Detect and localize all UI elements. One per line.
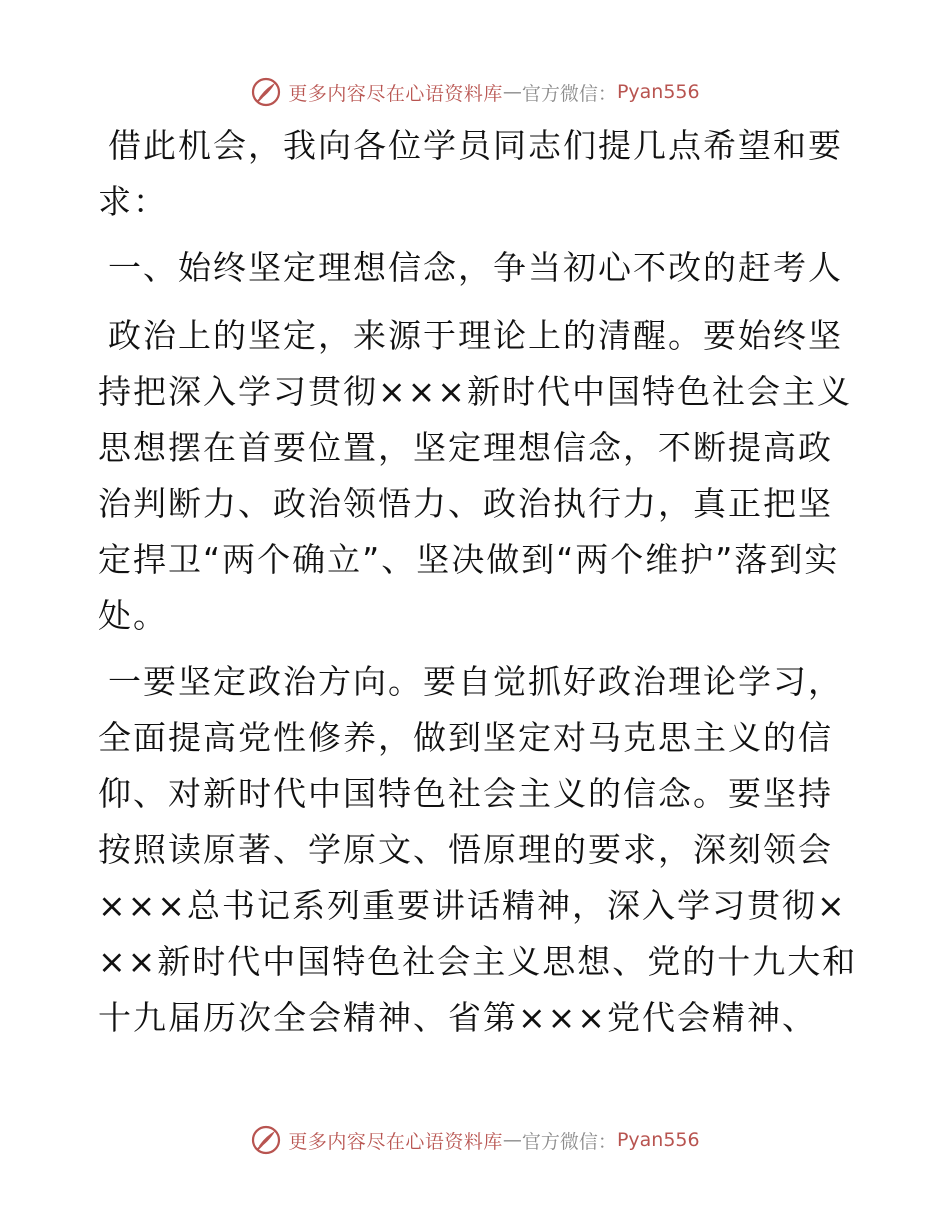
watermark-wechat-id: Pyan556 xyxy=(616,81,700,103)
watermark-dash: — xyxy=(502,1129,522,1151)
watermark-site-text: 更多内容尽在心语资料库 xyxy=(288,1130,503,1153)
quill-logo-icon xyxy=(250,76,282,108)
quill-logo-icon xyxy=(250,1124,282,1156)
watermark-dash: — xyxy=(502,81,522,103)
section-heading-1: 一、始终坚定理想信念，争当初心不改的赶考人 xyxy=(108,248,843,287)
paragraph-1: 政治上的坚定，来源于理论上的清醒。要始终坚持把深入学习贯彻×××新时代中国特色社会主义思想摆在首要位置，坚定理想信念，不断提高政治判断力、政治领悟力、政治执行力，真正把坚定捍卫“两个确立”、坚决做到“两个维护”落到实处。 xyxy=(98,316,852,635)
watermark-wechat-label: 官方微信： xyxy=(521,1130,617,1153)
document-body xyxy=(98,118,858,1056)
intro-paragraph: 借此机会，我向各位学员同志们提几点希望和要求： xyxy=(98,126,843,221)
watermark-wechat-label: 官方微信： xyxy=(521,82,617,105)
paragraph-2: 一要坚定政治方向。要自觉抓好政治理论学习，全面提高党性修养，做到坚定对马克思主义的信仰、对新时代中国特色社会主义的信念。要坚持按照读原著、学原文、悟原理的要求，深刻领会×××总书记系列重要讲话精神，深入学习贯彻×××新时代中国特色社会主义思想、党的十九大和十九届历次全会精神、省第×××党代会精神、 xyxy=(98,662,858,1037)
watermark-banner-bottom xyxy=(0,1120,950,1160)
watermark-banner-top xyxy=(0,72,950,112)
watermark-wechat-id: Pyan556 xyxy=(616,1129,700,1151)
watermark-site-text: 更多内容尽在心语资料库 xyxy=(288,82,503,105)
